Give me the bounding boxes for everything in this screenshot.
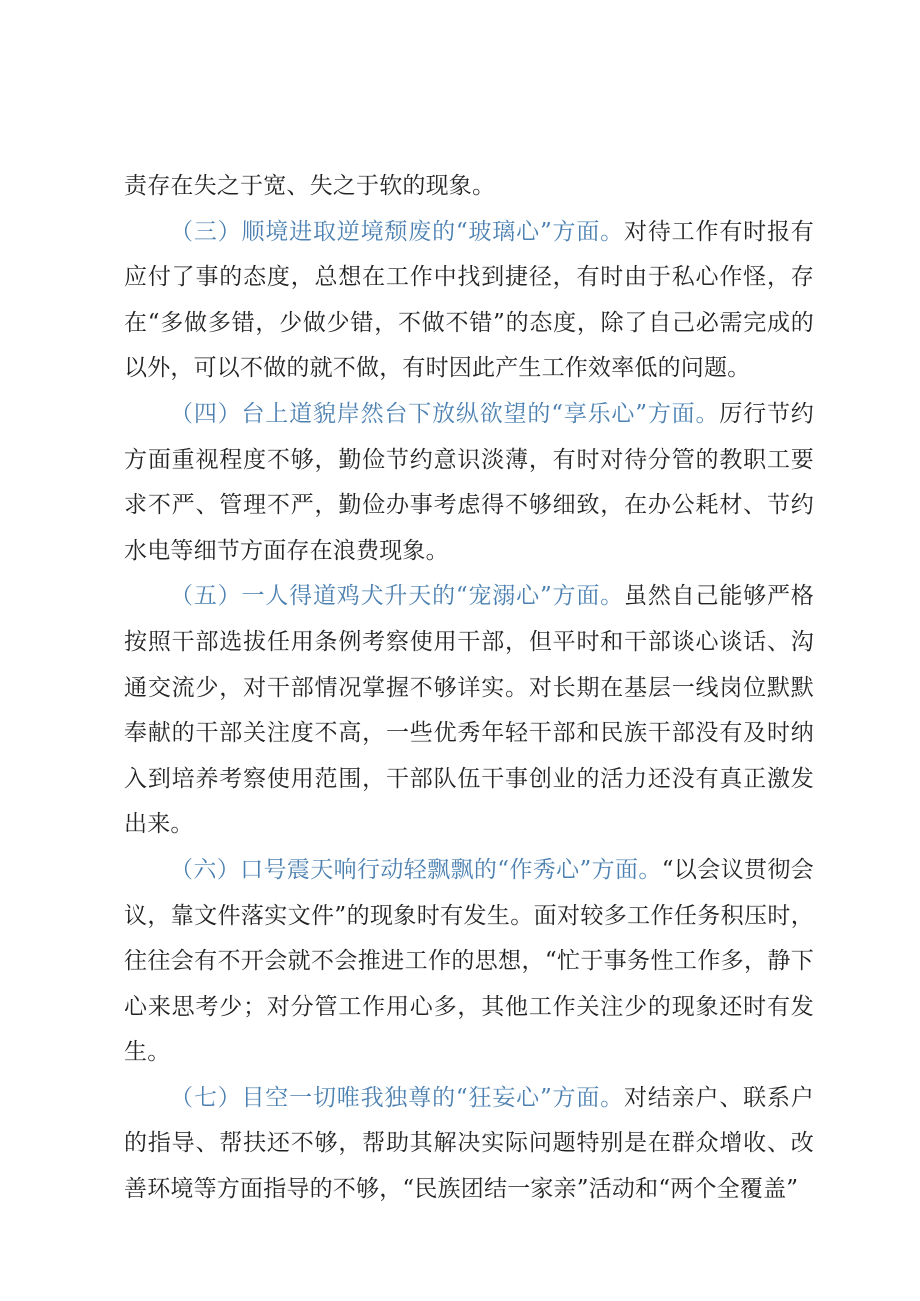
paragraph-text: 对待工作有时报有应付了事的态度，总想在工作中找到捷径，有时由于私心作怪，存在“多做多错，少做少错，不做不错”的态度，除了自己必需完成的以外，可以不做的就不做，有时因此产生工作效率低的问题。 — [124, 218, 814, 382]
document-body — [124, 164, 814, 1213]
paragraph-text: “以会议贯彻会议，靠文件落实文件”的现象时有发生。面对较多工作任务积压时，往往会有不开会就不会推进工作的思想，“忙于事务性工作多，静下心来思考少；对分管工作用心多，其他工作关注少的现象还时有发生。 — [124, 856, 814, 1066]
paragraph-show-heart — [124, 848, 814, 1076]
paragraph-arrogant-heart — [124, 1076, 814, 1213]
paragraph-pampering-heart — [124, 574, 814, 848]
paragraph-pleasure-heart — [124, 392, 814, 574]
paragraph-continuation — [124, 164, 814, 210]
paragraph-text: 对结亲户、联系户的指导、帮扶还不够，帮助其解决实际问题特别是在群众增收、改善环境等方面指导的不够，“民族团结一家亲”活动和“两个全覆盖” — [124, 1084, 814, 1203]
paragraph-text: 厉行节约方面重视程度不够，勤俭节约意识淡薄，有时对待分管的教职工要求不严、管理不严，勤俭办事考虑得不够细致，在办公耗材、节约水电等细节方面存在浪费现象。 — [124, 400, 814, 564]
paragraph-text: 责存在失之于宽、失之于软的现象。 — [124, 173, 496, 199]
paragraph-heading: （七）目空一切唯我独尊的“狂妄心”方面。 — [170, 1084, 625, 1111]
paragraph-glass-heart — [124, 210, 814, 392]
paragraph-text: 虽然自己能够严格按照干部选拔任用条例考察使用干部，但平时和干部谈心谈话、沟通交流少，对干部情况掌握不够详实。对长期在基层一线岗位默默奉献的干部关注度不高，一些优秀年轻干部和民族干部没有及时纳入到培养考察使用范围，干部队伍干事创业的活力还没有真正激发出来。 — [124, 583, 814, 838]
paragraph-heading: （三）顺境进取逆境颓废的“玻璃心”方面。 — [170, 218, 625, 245]
paragraph-heading: （四）台上道貌岸然台下放纵欲望的“享乐心”方面。 — [170, 400, 720, 427]
paragraph-heading: （六）口号震天响行动轻飘飘的“作秀心”方面。 — [170, 856, 662, 883]
paragraph-heading: （五）一人得道鸡犬升天的“宠溺心”方面。 — [170, 583, 625, 610]
